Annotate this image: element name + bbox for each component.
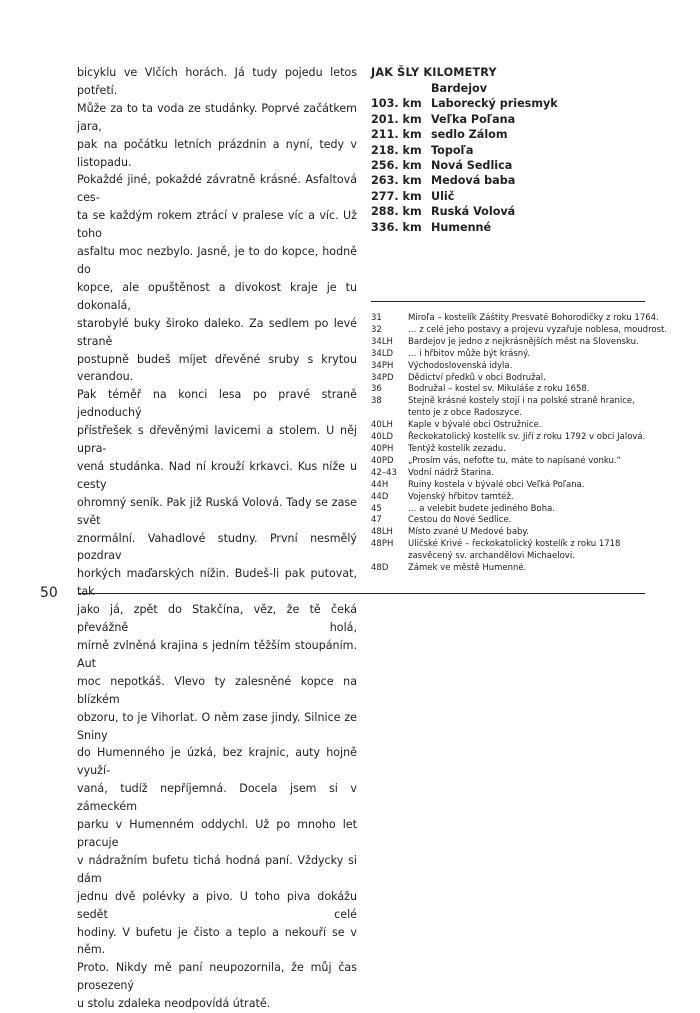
body-line: ohromný seník. Pak již Ruská Volová. Tady se zase svět	[77, 495, 357, 527]
caption-row	[371, 551, 667, 563]
km-distance: 263. km	[371, 174, 422, 188]
km-place: Ulič	[431, 189, 455, 203]
caption-row	[371, 492, 667, 504]
body-line: jednu dvě polévky a pivo. U toho piva dokážu sedět celé	[77, 889, 357, 921]
caption-code: 34LD	[371, 348, 394, 359]
km-place: Medová baba	[431, 174, 516, 188]
body-line: Pokaždé jiné, pokaždé závratně krásné. Asfaltová ces-	[77, 173, 357, 205]
km-distance: 211. km	[371, 128, 422, 142]
km-place: Nová Sedlica	[431, 158, 513, 172]
caption-row	[371, 468, 667, 480]
caption-text: … i hřbitov může být krásný.	[408, 348, 530, 359]
caption-row	[371, 325, 667, 337]
km-row	[371, 143, 558, 158]
body-line: znormální. Vahadlové studny. První nesmělý pozdrav	[77, 531, 357, 563]
km-place: Laborecký priesmyk	[431, 97, 558, 111]
caption-code: 40PD	[371, 455, 394, 466]
body-text	[77, 64, 357, 1013]
km-row	[371, 220, 558, 235]
caption-code: 34PH	[371, 360, 394, 371]
km-row	[371, 189, 558, 204]
caption-row	[371, 456, 667, 468]
caption-code: 47	[371, 515, 382, 526]
caption-code: 48D	[371, 563, 389, 574]
caption-row	[371, 384, 667, 396]
body-line: vená studánka. Nad ní krouží krkavci. Kus níže u cesty	[77, 459, 357, 491]
body-line: obzoru, to je Vihorlat. O něm zase jindy. Silnice ze Sniny	[77, 710, 357, 742]
caption-text: … a velebit budete jediného Boha.	[408, 503, 556, 514]
caption-text: … z celé jeho postavy a projevu vyzařuje noblesa, moudrost.	[408, 324, 668, 335]
caption-code: 40LH	[371, 420, 393, 431]
caption-code: 40LD	[371, 432, 394, 443]
body-line: u stolu zdaleka neodpovídá útratě.	[77, 997, 271, 1011]
caption-row	[371, 396, 667, 408]
caption-row	[371, 539, 667, 551]
body-line: mírně zvlněná krajina s jedním těžším stoupáním. Aut	[77, 639, 357, 670]
km-place: Veľka Poľana	[431, 112, 516, 126]
caption-code: 40PH	[371, 443, 394, 454]
km-distance	[371, 81, 431, 96]
body-line: pak na počátku letních prázdnin a nyní, tedy v listopadu.	[77, 137, 357, 169]
km-row	[371, 158, 558, 173]
caption-text: Dědictví předků v obci Bodružal.	[408, 372, 546, 383]
caption-code: 48LH	[371, 527, 393, 538]
caption-text: Bardejov je jedno z nejkrásnějších měst na Slovensku.	[408, 336, 639, 347]
body-line: horkých maďarských nížin. Budeš-li pak putovat, tak	[77, 567, 357, 599]
body-line: ta se každým rokem ztrácí v pralese víc a víc. Už toho	[77, 209, 357, 241]
caption-text: Zámek ve městě Humenné.	[408, 563, 527, 574]
photo-captions	[371, 313, 667, 575]
caption-text: Tentýž kostelík zezadu.	[408, 443, 506, 454]
caption-row	[371, 444, 667, 456]
caption-row	[371, 515, 667, 527]
caption-code: 38	[371, 396, 382, 407]
km-row	[371, 81, 558, 96]
caption-row	[371, 527, 667, 539]
caption-text: Bodružal – kostel sv. Mikuláše z roku 1658.	[408, 384, 590, 395]
km-row	[371, 173, 558, 188]
km-place: Ruská Volová	[431, 205, 516, 219]
km-distance: 336. km	[371, 220, 422, 234]
caption-row	[371, 420, 667, 432]
caption-row	[371, 349, 667, 361]
body-line: asfaltu moc nezbylo. Jasně, je to do kopce, hodně do	[77, 245, 357, 276]
caption-row	[371, 432, 667, 444]
km-place: Bardejov	[431, 82, 488, 95]
km-list	[371, 81, 558, 235]
notes-divider	[371, 301, 645, 302]
caption-text: Miroľa – kostelík Záštity Presvaté Bohorodičky z roku 1764.	[408, 313, 659, 323]
caption-row	[371, 373, 667, 385]
body-line: kopce, ale opuštěnost a divokost kraje je tu dokonalá,	[77, 280, 357, 312]
caption-text: Stejně krásné kostely stojí i na polské straně hranice,	[408, 396, 635, 407]
km-place: Topoľa	[431, 143, 474, 157]
caption-text: zasvěcený sv. archandělovi Michaelovi.	[408, 551, 575, 562]
km-heading: JAK ŠLY KILOMETRY	[371, 66, 497, 79]
caption-row	[371, 337, 667, 349]
caption-code: 44H	[371, 479, 389, 490]
caption-code	[371, 551, 408, 563]
caption-code: 36	[371, 384, 382, 395]
caption-row	[371, 408, 667, 420]
footer-rule	[78, 593, 645, 594]
caption-code: 34PD	[371, 372, 394, 383]
km-distance: 218. km	[371, 143, 422, 157]
caption-row	[371, 563, 667, 575]
body-line: starobylé buky široko daleko. Za sedlem po levé straně	[77, 316, 357, 348]
caption-text: Vodní nádrž Starina.	[408, 467, 494, 478]
body-line: do Humenného je úzká, bez krajnic, auty hojně využí-	[77, 746, 357, 778]
km-place: sedlo Zálom	[431, 128, 508, 142]
body-line: hodiny. V bufetu je čisto a teplo a nekouří se v něm.	[77, 925, 357, 957]
caption-code: 32	[371, 324, 382, 335]
page-number: 50	[40, 585, 58, 601]
caption-row	[371, 480, 667, 492]
caption-code: 45	[371, 503, 382, 514]
body-line: moc nepotkáš. Vlevo ty zalesněné kopce na blízkém	[77, 674, 357, 706]
caption-code: 42–43	[371, 467, 397, 478]
caption-code: 44D	[371, 491, 389, 502]
caption-code	[371, 408, 408, 420]
caption-text: Místo zvané U Medové baby.	[408, 527, 529, 538]
km-row	[371, 127, 558, 142]
caption-code: 48PH	[371, 539, 394, 550]
body-line: vaná, tudíž nepříjemná. Docela jsem si v zámeckém	[77, 782, 357, 814]
body-line: postupně budeš míjet dřevěné sruby s krytou verandou.	[77, 352, 357, 384]
km-place: Humenné	[431, 220, 492, 234]
caption-text: tento je z obce Radoszyce.	[408, 408, 522, 419]
caption-row	[371, 504, 667, 516]
km-row	[371, 96, 558, 111]
caption-row	[371, 313, 667, 325]
caption-text: Východoslovenská idyla.	[408, 360, 513, 371]
caption-text: „Prosím vás, nefoťte tu, máte to napísané vonku.“	[408, 455, 622, 466]
caption-text: Vojenský hřbitov tamtéž.	[408, 491, 514, 502]
km-row	[371, 204, 558, 219]
km-distance: 201. km	[371, 112, 422, 126]
body-line: parku v Humenném oddychl. Už po mnoho let pracuje	[77, 818, 357, 849]
body-line: přístřešek s dřevěnými lavicemi a stolem. U něj upra-	[77, 424, 357, 456]
body-line: Může za to ta voda ze studánky. Poprvé začátkem jara,	[77, 101, 357, 133]
km-distance: 256. km	[371, 158, 422, 172]
km-distance: 277. km	[371, 189, 422, 203]
km-distance: 288. km	[371, 205, 422, 219]
body-line: Pak téměř na konci lesa po pravé straně jednoduchý	[77, 388, 357, 420]
caption-text: Řeckokatolický kostelík sv. Jiří z roku 1792 v obci Jalová.	[408, 432, 646, 443]
body-line: Proto. Nikdy mě paní neupozornila, že můj čas prosezený	[77, 961, 357, 993]
body-line: bicyklu ve Vlčích horách. Já tudy pojedu letos potřetí.	[77, 66, 357, 97]
caption-text: Cestou do Nové Sedlice.	[408, 515, 512, 526]
body-line: jako já, zpět do Stakčína, věz, že tě čeká převážně holá,	[77, 603, 357, 635]
caption-text: Ruiny kostela v bývalé obci Veľká Poľana.	[408, 479, 585, 490]
caption-code: 31	[371, 313, 382, 323]
caption-text: Kaple v bývalé obci Ostružnice.	[408, 420, 542, 431]
km-distance: 103. km	[371, 97, 422, 111]
km-row	[371, 112, 558, 127]
body-line: v nádražním bufetu tichá hodná paní. Vždycky si dám	[77, 853, 357, 885]
caption-text: Uličské Krivé – řeckokatolický kostelík z roku 1718	[408, 539, 621, 550]
caption-code: 34LH	[371, 336, 393, 347]
caption-row	[371, 361, 667, 373]
